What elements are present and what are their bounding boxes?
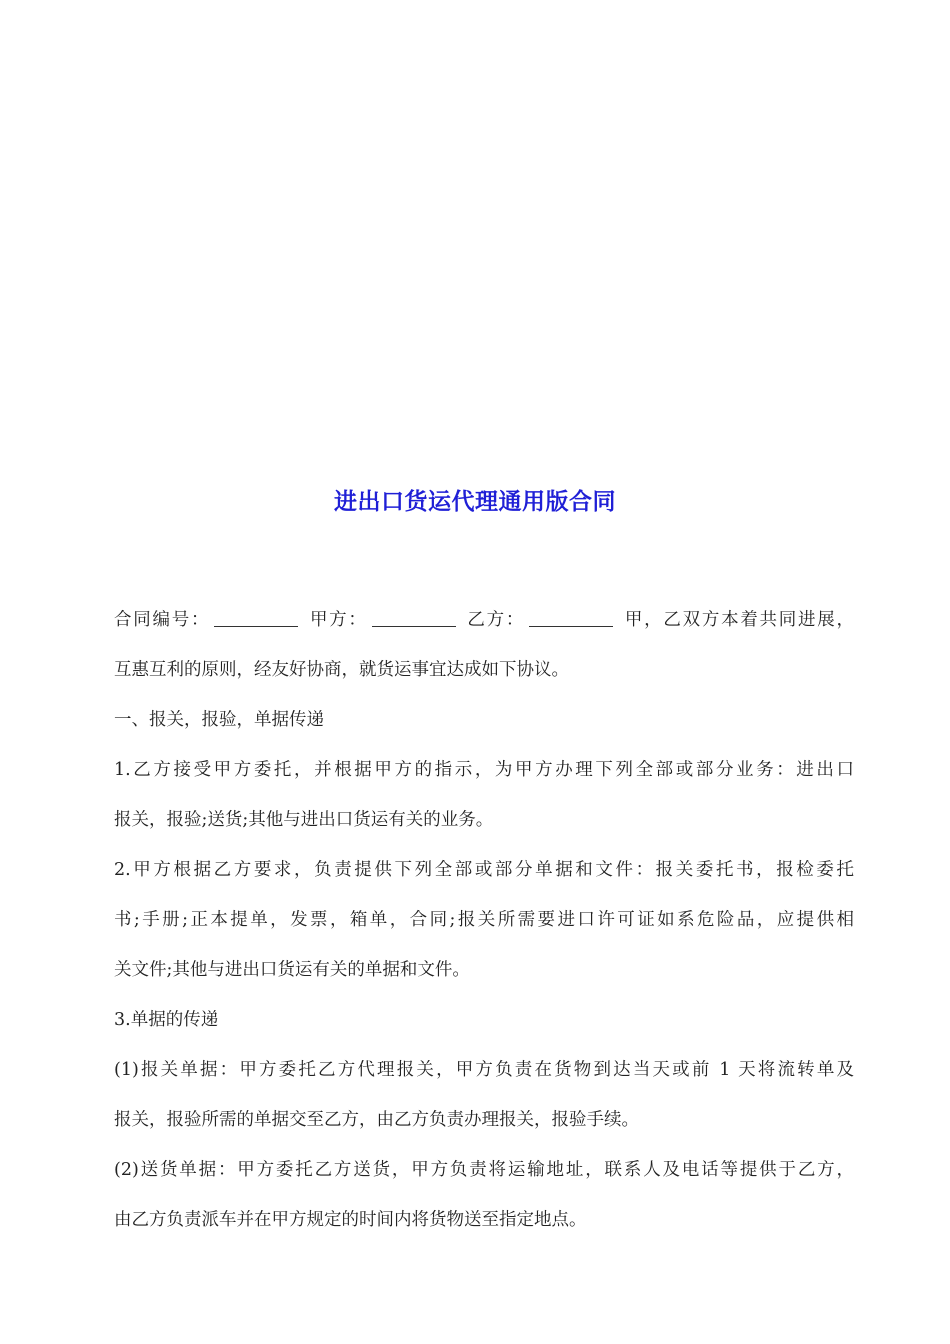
paragraph-line: 1.乙方接受甲方委托，并根据甲方的指示，为甲方办理下列全部或部分业务：进出口	[114, 760, 854, 780]
paragraph-line: 书;手册;正本提单，发票，箱单，合同;报关所需要进口许可证如系危险品，应提供相	[114, 910, 854, 930]
paragraph-line: (1)报关单据：甲方委托乙方代理报关，甲方负责在货物到达当天或前 1 天将流转单及	[114, 1060, 854, 1080]
paragraph-line: 2.甲方根据乙方要求，负责提供下列全部或部分单据和文件：报关委托书，报检委托	[114, 860, 854, 880]
paragraph-line: 报关，报验;送货;其他与进出口货运有关的业务。	[114, 810, 494, 830]
section-heading: 一、报关，报验，单据传递	[114, 710, 324, 730]
contract-no-blank	[214, 606, 298, 627]
party-b-label: 乙方：	[465, 610, 526, 630]
party-b-blank	[529, 606, 613, 627]
document-title: 进出口货运代理通用版合同	[334, 489, 616, 515]
subsection-heading: 3.单据的传递	[114, 1010, 219, 1030]
paragraph-line: 由乙方负责派车并在甲方规定的时间内将货物送至指定地点。	[114, 1210, 587, 1230]
party-a-label: 甲方：	[308, 610, 368, 630]
party-a-blank	[372, 606, 456, 627]
header-fields-line	[114, 602, 854, 652]
paragraph-line: (2)送货单据：甲方委托乙方送货，甲方负责将运输地址，联系人及电话等提供于乙方，	[114, 1160, 854, 1180]
paragraph-line: 报关，报验所需的单据交至乙方，由乙方负责办理报关，报验手续。	[114, 1110, 639, 1130]
contract-no-label: 合同编号：	[114, 610, 211, 630]
paragraph-line: 互惠互利的原则，经友好协商，就货运事宜达成如下协议。	[114, 660, 569, 680]
document-body	[114, 602, 854, 1252]
paragraph-line: 关文件;其他与进出口货运有关的单据和文件。	[114, 960, 470, 980]
intro-tail: 甲，乙双方本着共同进展，	[623, 610, 855, 630]
